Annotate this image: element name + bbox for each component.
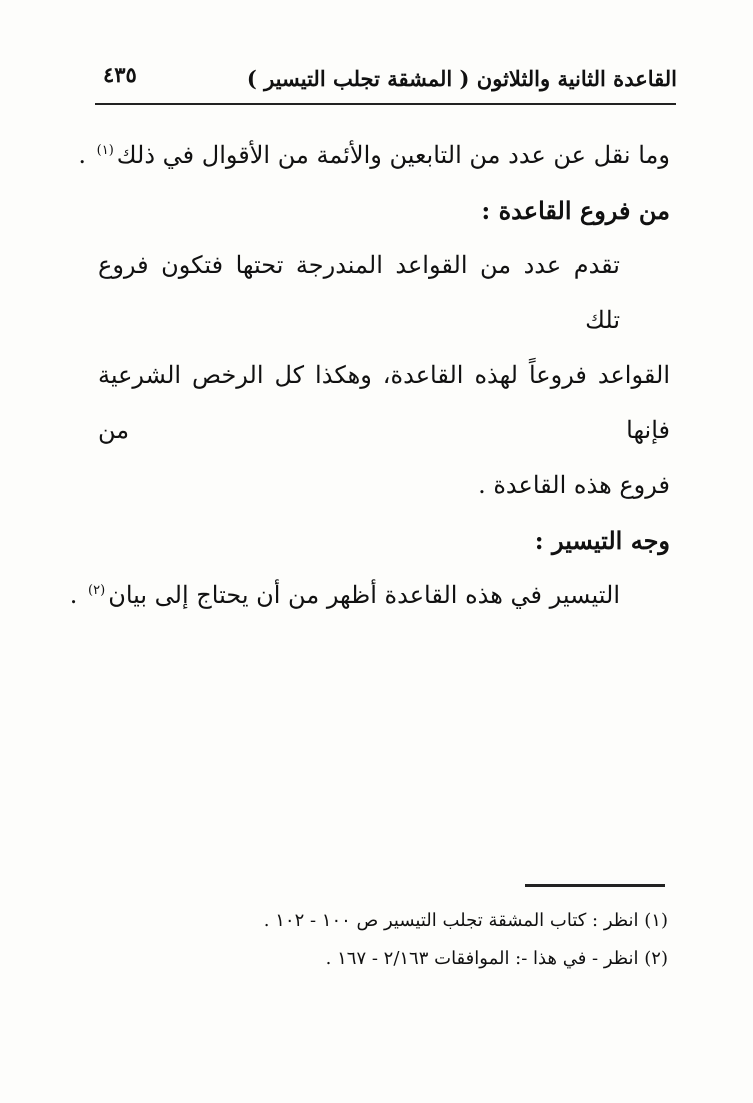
footnotes — [150, 902, 668, 978]
text-period: . — [78, 141, 87, 169]
main-text — [69, 128, 670, 623]
footnote-1: (١) انظر : كتاب المشقة تجلب التيسير ص ١٠٠ - ١٠٢ . — [263, 910, 668, 931]
footnote-ref-1: (١) — [96, 143, 114, 158]
text-line: القواعد فروعاً لهذه القاعدة، وهكذا كل الرخص الشرعية فإنها من — [98, 361, 670, 444]
text-line — [78, 128, 670, 183]
footnote-ref-2: (٢) — [88, 583, 106, 598]
footnote-2: (٢) انظر - في هذا -: الموافقات ٢/١٦٣ - ١٦٧ . — [325, 948, 668, 969]
heading-branches: من فروع القاعدة : — [481, 196, 670, 225]
text-span: التيسير في هذه القاعدة أظهر من أن يحتاج إلى بيان — [108, 581, 620, 609]
heading-ease: وجه التيسير : — [534, 526, 670, 555]
running-title: القاعدة الثانية والثلاثون ( المشقة تجلب التيسير ) — [246, 66, 677, 91]
text-span: وما نقل عن عدد من التابعين والأئمة من الأقوال في ذلك — [116, 141, 670, 169]
footnote-separator — [525, 884, 665, 887]
text-period: . — [69, 581, 78, 609]
header-rule — [95, 103, 676, 105]
page-header — [95, 58, 677, 102]
text-line — [69, 568, 670, 623]
text-line: فروع هذه القاعدة . — [478, 471, 670, 499]
text-line: تقدم عدد من القواعد المندرجة تحتها فتكون فروع تلك — [98, 251, 620, 334]
page-number: ٤٣٥ — [103, 62, 137, 87]
